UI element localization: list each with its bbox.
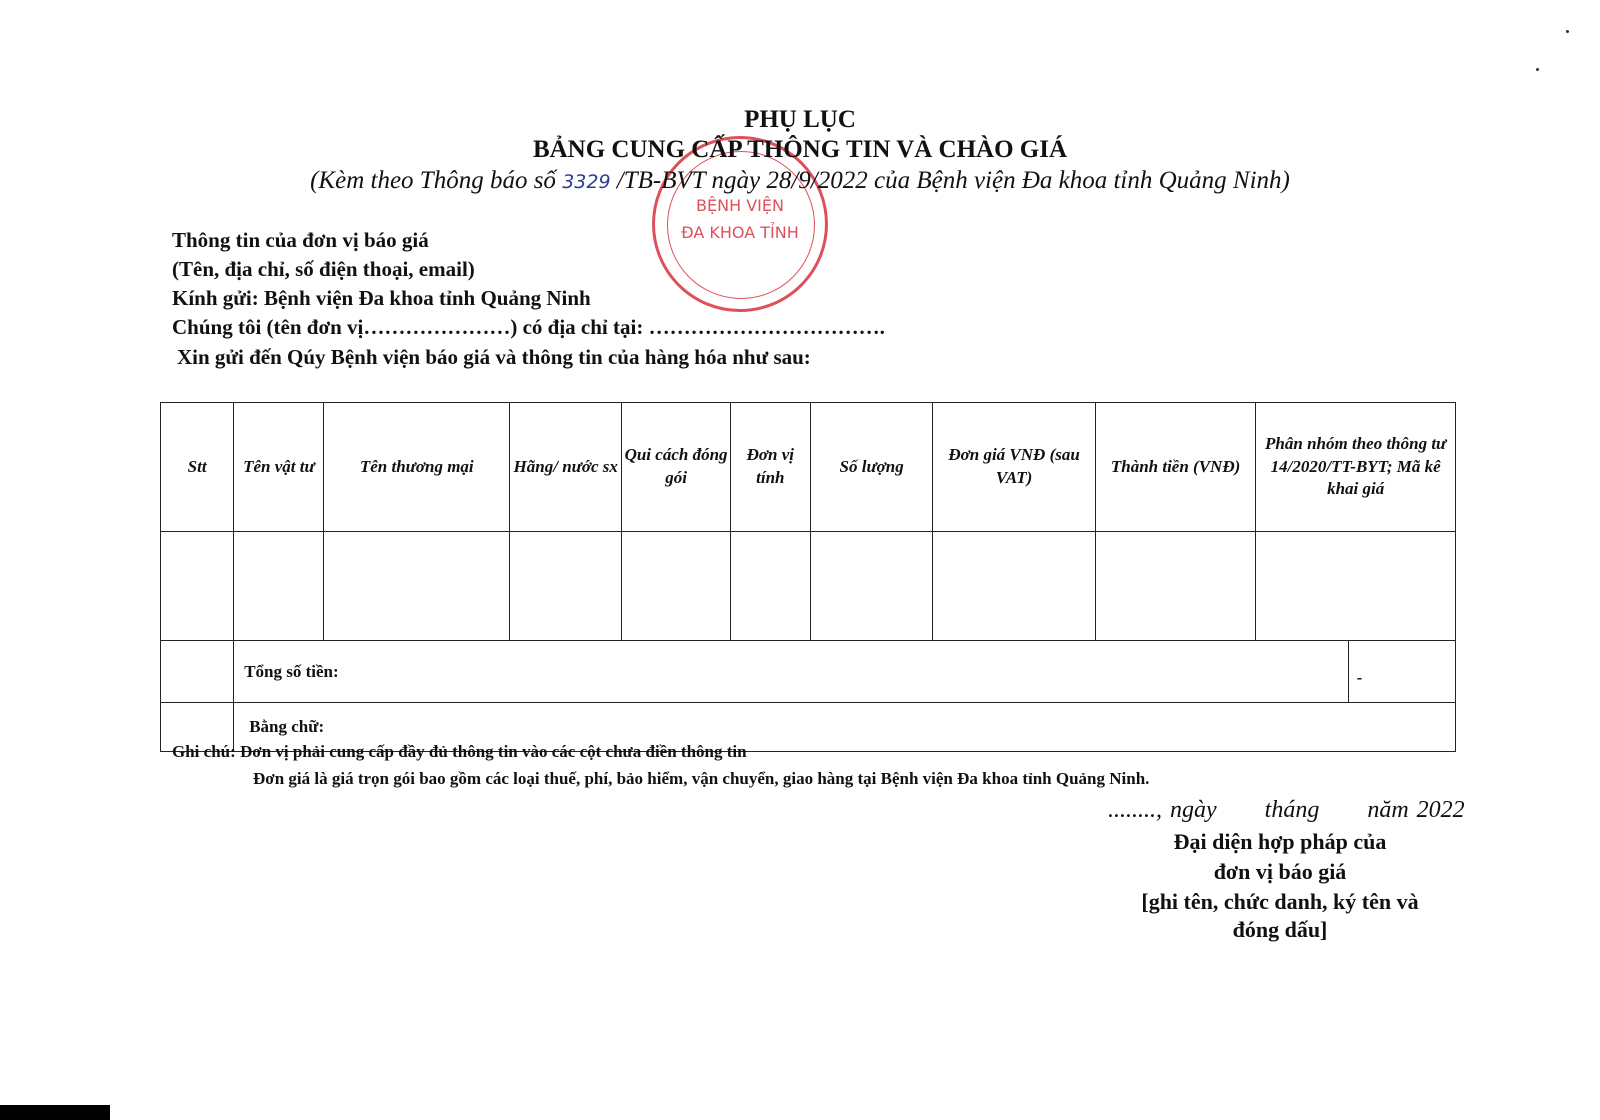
- scan-speck: [1566, 30, 1569, 33]
- reference-prefix: (Kèm theo Thông báo số: [310, 167, 556, 194]
- empty-cell[interactable]: [510, 532, 622, 641]
- empty-cell: [161, 641, 234, 703]
- empty-cell[interactable]: [161, 532, 234, 641]
- scan-speck: [1536, 68, 1539, 71]
- empty-cell[interactable]: [933, 532, 1096, 641]
- signature-line-2: đơn vị báo giá: [1213, 859, 1347, 884]
- info-line-5: Xin gửi đến Qúy Bệnh viện báo giá và thông tin của hàng hóa như sau:: [177, 345, 811, 369]
- header-qui-cach: Qui cách đóng gói: [622, 403, 730, 532]
- header-stt: Stt: [161, 403, 234, 532]
- info-line-3: Kính gửi: Bệnh viện Đa khoa tỉnh Quảng Ninh: [172, 286, 591, 310]
- empty-cell[interactable]: [1256, 532, 1456, 641]
- reference-suffix: /TB-BVT ngày 28/9/2022 của Bệnh viện Đa khoa tỉnh Quảng Ninh): [616, 167, 1290, 194]
- reference-line: [0, 167, 1600, 195]
- total-label: Tổng số tiền:: [234, 641, 1348, 703]
- signature-line-1: Đại diện hợp pháp của: [1173, 829, 1387, 854]
- empty-cell[interactable]: [234, 532, 324, 641]
- empty-cell[interactable]: [1095, 532, 1255, 641]
- header-thanh-tien: Thành tiền (VNĐ): [1095, 403, 1255, 532]
- quotation-table: [160, 402, 1456, 752]
- info-line-4: Chúng tôi (tên đơn vị…………………) có địa chỉ tại: …………………………….: [172, 315, 885, 339]
- info-line-1: Thông tin của đơn vị báo giá: [172, 228, 429, 252]
- header-so-luong: Số lượng: [810, 403, 932, 532]
- total-row: [161, 641, 1456, 703]
- empty-cell[interactable]: [730, 532, 810, 641]
- handwritten-number: 3329: [562, 171, 611, 193]
- stamp-line-1: BỆNH VIỆN: [696, 196, 784, 215]
- header-ten-vat-tu: Tên vật tư: [234, 403, 324, 532]
- table-row: [161, 532, 1456, 641]
- empty-cell[interactable]: [810, 532, 932, 641]
- note-line-1: Ghi chú: Đơn vị phải cung cấp đầy đủ thông tin vào các cột chưa điền thông tin: [172, 742, 747, 761]
- total-value: -: [1348, 641, 1455, 703]
- table-header-row: [161, 403, 1456, 532]
- document-title: PHỤ LỤC: [744, 106, 856, 133]
- signature-line-4: đóng dấu]: [1232, 917, 1328, 942]
- date-line: ........, ngày tháng năm 2022: [1108, 797, 1465, 823]
- signature-line-3: [ghi tên, chức danh, ký tên và: [1141, 889, 1419, 914]
- stamp-line-2: ĐA KHOA TỈNH: [681, 223, 799, 242]
- header-phan-nhom: Phân nhóm theo thông tư 14/2020/TT-BYT; Mã kê khai giá: [1256, 403, 1456, 532]
- empty-cell[interactable]: [622, 532, 730, 641]
- scan-edge-bar: [0, 1105, 110, 1120]
- header-don-gia: Đơn giá VNĐ (sau VAT): [933, 403, 1096, 532]
- in-words-label: Bằng chữ:: [234, 703, 1456, 752]
- note-line-2: Đơn giá là giá trọn gói bao gồm các loại thuế, phí, bảo hiểm, vận chuyển, giao hàng tại Bệnh viện Đa khoa tỉnh Quảng Ninh.: [253, 769, 1150, 788]
- document-subtitle: BẢNG CUNG CẤP THÔNG TIN VÀ CHÀO GIÁ: [532, 136, 1068, 163]
- header-ten-thuong-mai: Tên thương mại: [324, 403, 510, 532]
- info-line-2: (Tên, địa chỉ, số điện thoại, email): [172, 257, 475, 281]
- header-don-vi-tinh: Đơn vị tính: [730, 403, 810, 532]
- empty-cell[interactable]: [324, 532, 510, 641]
- header-hang-nuoc-sx: Hãng/ nước sx: [510, 403, 622, 532]
